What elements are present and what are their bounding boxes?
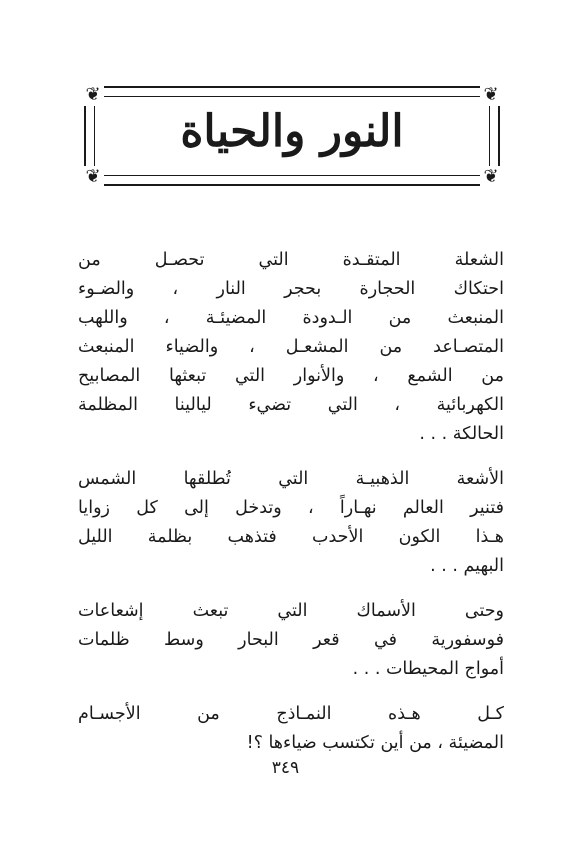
text-line: هـذا الكون الأحدب فتذهب بظلمة الليل xyxy=(78,527,504,547)
text-line: الأشعة الذهبيـة التي تُطلقها الشمس xyxy=(78,469,504,489)
paragraph xyxy=(78,246,504,449)
page-number: ٣٤٩ xyxy=(271,758,300,778)
ornament-icon: ❦ xyxy=(480,84,502,106)
text-line: الحالكة . . . xyxy=(419,424,504,444)
text-line: فتنير العالم نهـاراً ، وتدخل إلى كل زوايا xyxy=(78,498,504,518)
ornament-icon: ❦ xyxy=(480,166,502,188)
ornament-icon: ❦ xyxy=(82,84,104,106)
text-line: كـل هـذه النمـاذج من الأجسـام xyxy=(78,704,504,724)
body-text xyxy=(78,246,504,774)
text-line: أمواج المحيطات . . . xyxy=(352,659,504,679)
ornament-icon: ❦ xyxy=(82,166,104,188)
text-line: المتصـاعد من المشعـل ، والضياء المنبعث xyxy=(78,337,504,357)
text-line: من الشمع ، والأنوار التي تبعثها المصابيح xyxy=(78,366,504,386)
page-title: النور والحياة xyxy=(180,106,404,157)
text-line: احتكاك الحجارة بحجر النار ، والضـوء xyxy=(78,279,504,299)
paragraph xyxy=(78,700,504,758)
text-line: المنبعث من الـدودة المضيئـة ، واللهب xyxy=(78,308,504,328)
text-line: الكهربائية ، التي تضيء ليالينا المظلمة xyxy=(78,395,504,415)
paragraph xyxy=(78,465,504,581)
text-line: المضيئة ، من أين تكتسب ضياءها ؟! xyxy=(246,733,504,753)
paragraph xyxy=(78,597,504,684)
title-frame xyxy=(84,86,500,186)
text-line: فوسفورية في قعر البحار وسط ظلمات xyxy=(78,630,504,650)
text-line: وحتى الأسماك التي تبعث إشعاعات xyxy=(78,601,504,621)
text-line: البهيم . . . xyxy=(430,556,504,576)
text-line: الشعلة المتقـدة التي تحصـل من xyxy=(78,250,504,270)
